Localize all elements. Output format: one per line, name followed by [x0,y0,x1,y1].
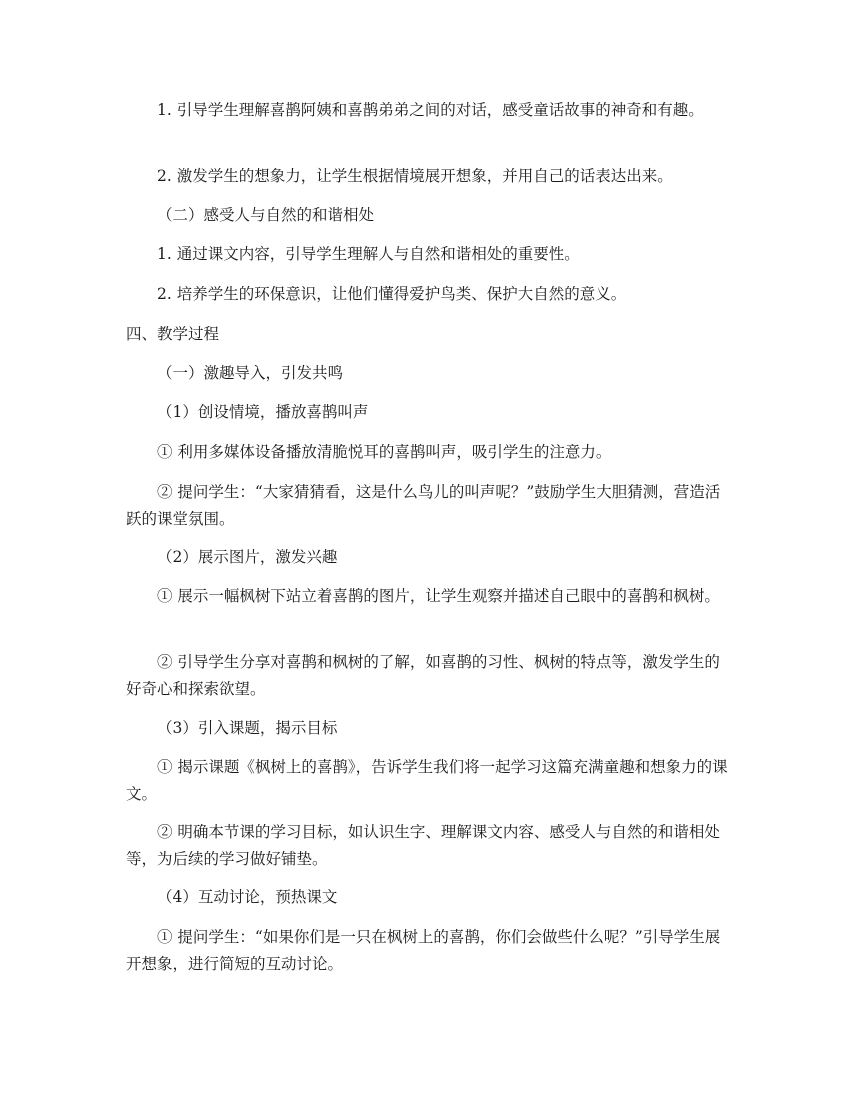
paragraph-goal-1: 1. 引导学生理解喜鹊阿姨和喜鹊弟弟之间的对话，感受童话故事的神奇和有趣。 [157,101,704,119]
paragraph-goal-2: 2. 激发学生的想象力，让学生根据情境展开想象，并用自己的话表达出来。 [157,167,673,185]
subheading-intro: （一）激趣导入，引发共鸣 [157,364,344,382]
paragraph-step4-a: ① 提问学生：“如果你们是一只在枫树上的喜鹊，你们会做些什么呢？”引导学生展开想象，进行简短的互动讨论。 [126,928,721,973]
step-heading-1: （1）创设情境，播放喜鹊叫声 [157,403,369,421]
paragraph-step1-a: ① 利用多媒体设备播放清脆悦耳的喜鹊叫声，吸引学生的注意力。 [157,443,612,461]
paragraph-step2-b: ② 引导学生分享对喜鹊和枫树的了解，如喜鹊的习性、枫树的特点等，激发学生的好奇心和探索欲望。 [126,653,720,698]
step-heading-3: （3）引入课题，揭示目标 [157,719,338,737]
subheading-harmony: （二）感受人与自然的和谐相处 [157,206,375,224]
paragraph-step3-a: ① 揭示课题《枫树上的喜鹊》，告诉学生我们将一起学习这篇充满童趣和想象力的课文。 [126,758,728,803]
section-heading-process: 四、教学过程 [126,325,220,343]
paragraph-harmony-2: 2. 培养学生的环保意识，让他们懂得爱护鸟类、保护大自然的意义。 [157,285,627,303]
step-heading-2: （2）展示图片，激发兴趣 [157,548,338,566]
step-heading-4: （4）互动讨论，预热课文 [157,888,338,906]
paragraph-step3-b: ② 明确本节课的学习目标，如认识生字、理解课文内容、感受人与自然的和谐相处等，为后续的学习做好铺垫。 [126,823,720,868]
paragraph-step1-b: ② 提问学生：“大家猜猜看，这是什么鸟儿的叫声呢？”鼓励学生大胆猜测，营造活跃的课堂氛围。 [126,483,721,528]
paragraph-step2-a: ① 展示一幅枫树下站立着喜鹊的图片，让学生观察并描述自己眼中的喜鹊和枫树。 [157,587,720,605]
paragraph-harmony-1: 1. 通过课文内容，引导学生理解人与自然和谐相处的重要性。 [157,245,580,263]
